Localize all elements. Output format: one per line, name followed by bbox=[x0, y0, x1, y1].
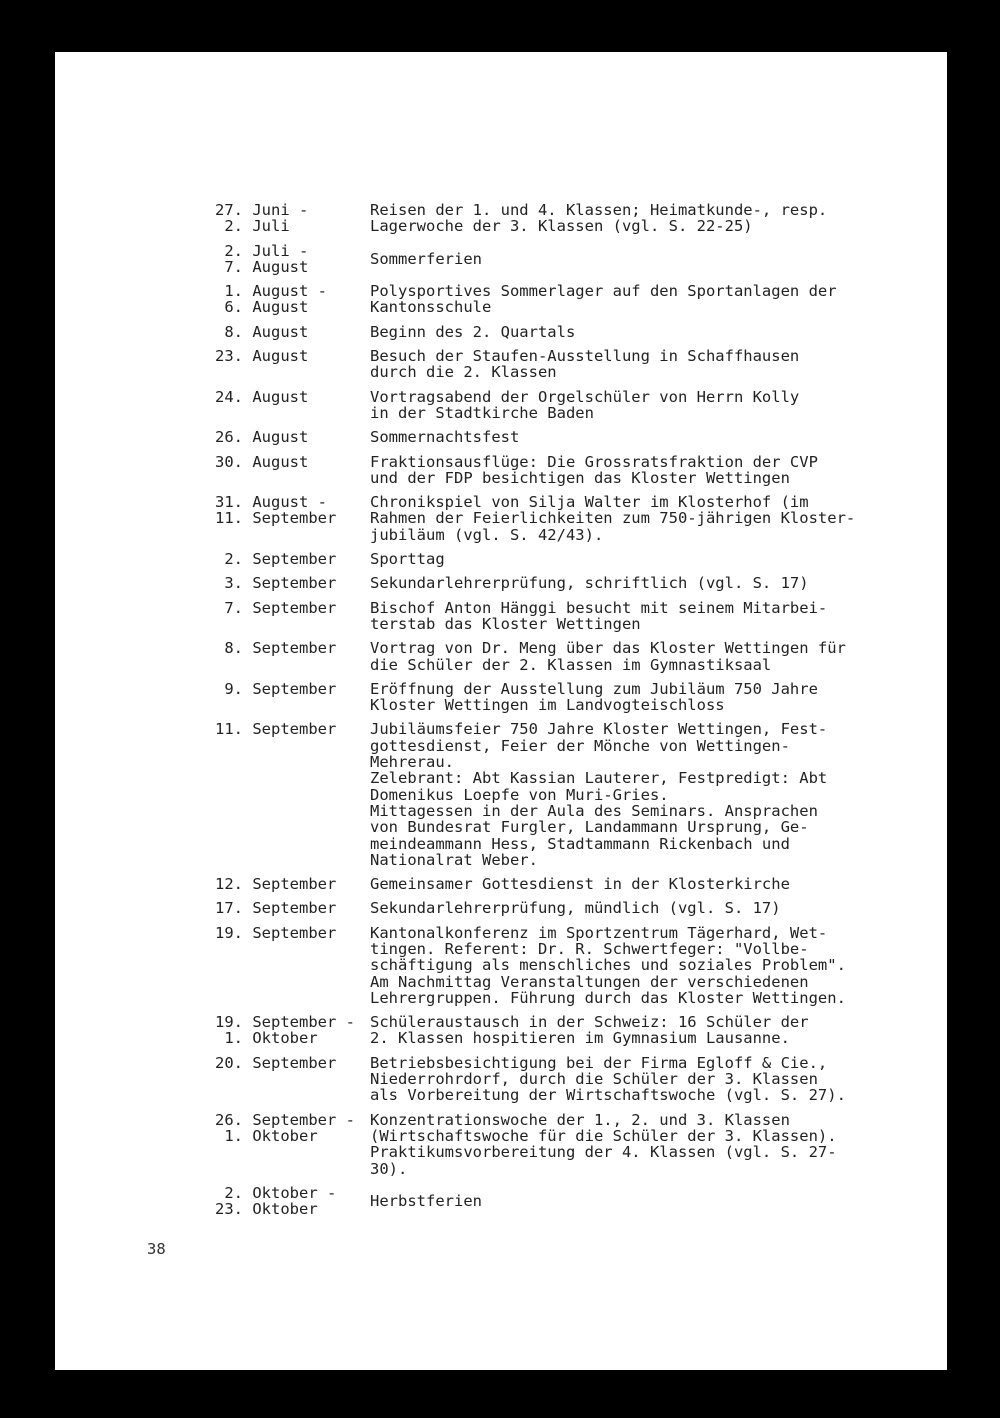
entry-description-line: Mittagessen in der Aula des Seminars. Ansprachen bbox=[370, 801, 818, 820]
entry-date bbox=[215, 925, 370, 1006]
entry-date bbox=[215, 876, 370, 892]
chronicle-entry bbox=[215, 1055, 895, 1104]
entry-description-line: Vortragsabend der Orgelschüler von Herrn Kolly bbox=[370, 387, 800, 406]
entry-date bbox=[215, 429, 370, 445]
entry-description-line: Lagerwoche der 3. Klassen (vgl. S. 22-25) bbox=[370, 217, 753, 236]
chronicle-entry bbox=[215, 925, 895, 1006]
entry-description bbox=[370, 1014, 895, 1047]
entry-date bbox=[215, 389, 370, 422]
entry-date-line: 7. September bbox=[215, 598, 337, 617]
entry-date bbox=[215, 494, 370, 543]
entry-description-line: Bischof Anton Hänggi besucht mit seinem Mitarbei- bbox=[370, 598, 828, 617]
entry-description bbox=[370, 348, 895, 381]
chronicle-entry bbox=[215, 1185, 895, 1218]
entry-description bbox=[370, 600, 895, 633]
entry-description-line: Sekundarlehrerprüfung, schriftlich (vgl. S. 17) bbox=[370, 574, 809, 593]
entry-description-line: Lehrergruppen. Führung durch das Kloster Wettingen. bbox=[370, 988, 846, 1007]
entry-description-line: gottesdienst, Feier der Mönche von Wettingen- bbox=[370, 736, 790, 755]
entry-description-line: Reisen der 1. und 4. Klassen; Heimatkunde-, resp. bbox=[370, 201, 828, 219]
chronicle-entry bbox=[215, 551, 895, 567]
entry-date-line: 8. August bbox=[215, 322, 309, 341]
chronicle-entry bbox=[215, 324, 895, 340]
entry-date-line: 2. Juli - bbox=[215, 241, 309, 260]
entry-date bbox=[215, 600, 370, 633]
entry-description-line: Sommernachtsfest bbox=[370, 428, 520, 447]
entry-date-line: 24. August bbox=[215, 387, 309, 406]
entry-date-line: 26. August bbox=[215, 428, 309, 447]
entry-description-line: Besuch der Staufen-Ausstellung in Schaffhausen bbox=[370, 347, 800, 366]
entry-description bbox=[370, 925, 895, 1006]
chronicle-entry bbox=[215, 389, 895, 422]
entry-date bbox=[215, 1112, 370, 1177]
entry-description-line: Kantonsschule bbox=[370, 298, 492, 317]
entry-description-line: jubiläum (vgl. S. 42/43). bbox=[370, 525, 604, 544]
entry-date-line: 11. September bbox=[215, 509, 337, 528]
entry-date-line: 30. August bbox=[215, 452, 309, 471]
entry-date-line: 17. September bbox=[215, 899, 337, 918]
entry-date bbox=[215, 348, 370, 381]
entry-date bbox=[215, 640, 370, 673]
entry-date bbox=[215, 681, 370, 714]
entry-description bbox=[370, 202, 895, 235]
entry-description bbox=[370, 251, 895, 267]
entry-description-line: Fraktionsausflüge: Die Grossratsfraktion der CVP bbox=[370, 452, 818, 471]
entry-description-line: Domenikus Loepfe von Muri-Gries. bbox=[370, 785, 669, 804]
entry-description-line: in der Stadtkirche Baden bbox=[370, 403, 594, 422]
entry-date bbox=[215, 202, 370, 235]
entry-date-line: 23. August bbox=[215, 347, 309, 366]
entry-date-line: 8. September bbox=[215, 639, 337, 658]
entry-description-line: terstab das Kloster Wettingen bbox=[370, 614, 641, 633]
entry-date bbox=[215, 721, 370, 868]
chronicle-entry bbox=[215, 721, 895, 868]
entry-description bbox=[370, 1112, 895, 1177]
entry-description bbox=[370, 283, 895, 316]
chronicle-entry bbox=[215, 900, 895, 916]
entry-description bbox=[370, 575, 895, 591]
entry-description-line: Sommerferien bbox=[370, 249, 482, 268]
entry-description-line: Vortrag von Dr. Meng über das Kloster Wettingen für bbox=[370, 639, 846, 658]
entry-description bbox=[370, 721, 895, 868]
chronicle-entry bbox=[215, 429, 895, 445]
entry-date bbox=[215, 243, 370, 276]
chronicle-entry bbox=[215, 283, 895, 316]
chronicle-entry bbox=[215, 575, 895, 591]
entry-description-line: Rahmen der Feierlichkeiten zum 750-jährigen Kloster- bbox=[370, 509, 856, 528]
entry-date-line: 6. August bbox=[215, 298, 309, 317]
entry-date-line: 1. Oktober bbox=[215, 1029, 318, 1048]
entry-description-line: schäftigung als menschliches und soziales Problem". bbox=[370, 956, 846, 975]
entry-description-line: von Bundesrat Furgler, Landammann Ursprung, Ge- bbox=[370, 818, 809, 837]
chronicle-entry bbox=[215, 494, 895, 543]
chronicle-list bbox=[215, 202, 895, 1225]
entry-description bbox=[370, 429, 895, 445]
entry-description-line: als Vorbereitung der Wirtschaftswoche (vgl. S. 27). bbox=[370, 1086, 846, 1105]
entry-description-line: Polysportives Sommerlager auf den Sportanlagen der bbox=[370, 282, 837, 301]
entry-date bbox=[215, 1014, 370, 1047]
entry-description bbox=[370, 551, 895, 567]
entry-description-line: (Wirtschaftswoche für die Schüler der 3. Klassen). bbox=[370, 1126, 837, 1145]
entry-date bbox=[215, 900, 370, 916]
entry-description-line: Konzentrationswoche der 1., 2. und 3. Klassen bbox=[370, 1110, 790, 1129]
entry-description-line: Kloster Wettingen im Landvogteischloss bbox=[370, 696, 725, 715]
entry-date bbox=[215, 575, 370, 591]
chronicle-entry bbox=[215, 1014, 895, 1047]
entry-date-line: 19. September - bbox=[215, 1013, 355, 1032]
entry-description-line: Eröffnung der Ausstellung zum Jubiläum 750 Jahre bbox=[370, 679, 818, 698]
entry-description bbox=[370, 494, 895, 543]
entry-description-line: Zelebrant: Abt Kassian Lauterer, Festpredigt: Abt bbox=[370, 769, 828, 788]
entry-description bbox=[370, 454, 895, 487]
entry-description-line: 30). bbox=[370, 1159, 408, 1178]
entry-date bbox=[215, 283, 370, 316]
entry-description-line: Am Nachmittag Veranstaltungen der verschiedenen bbox=[370, 972, 809, 991]
entry-description-line: meindeammann Hess, Stadtammann Rickenbach und bbox=[370, 834, 790, 853]
entry-date-line: 27. Juni - bbox=[215, 201, 309, 219]
chronicle-entry bbox=[215, 876, 895, 892]
entry-description-line: Sporttag bbox=[370, 550, 445, 569]
entry-description-line: 2. Klassen hospitieren im Gymnasium Lausanne. bbox=[370, 1029, 790, 1048]
entry-date-line: 2. September bbox=[215, 550, 337, 569]
entry-description bbox=[370, 1193, 895, 1209]
entry-date-line: 2. Juli bbox=[215, 217, 290, 236]
entry-date-line: 1. August - bbox=[215, 282, 327, 301]
chronicle-entry bbox=[215, 681, 895, 714]
entry-description-line: Schüleraustausch in der Schweiz: 16 Schüler der bbox=[370, 1013, 809, 1032]
entry-date-line: 7. August bbox=[215, 257, 309, 276]
entry-description-line: tingen. Referent: Dr. R. Schwertfeger: "Vollbe- bbox=[370, 939, 809, 958]
entry-description-line: Nationalrat Weber. bbox=[370, 850, 538, 869]
entry-description-line: und der FDP besichtigen das Kloster Wettingen bbox=[370, 468, 790, 487]
entry-date-line: 11. September bbox=[215, 720, 337, 739]
entry-description-line: Betriebsbesichtigung bei der Firma Egloff & Cie., bbox=[370, 1053, 828, 1072]
entry-description bbox=[370, 900, 895, 916]
entry-date-line: 3. September bbox=[215, 574, 337, 593]
entry-date-line: 1. Oktober bbox=[215, 1126, 318, 1145]
entry-description-line: Sekundarlehrerprüfung, mündlich (vgl. S. 17) bbox=[370, 899, 781, 918]
entry-description-line: Gemeinsamer Gottesdienst in der Klosterkirche bbox=[370, 875, 790, 894]
entry-description-line: die Schüler der 2. Klassen im Gymnastiksaal bbox=[370, 655, 772, 674]
entry-date-line: 26. September - bbox=[215, 1110, 355, 1129]
entry-description bbox=[370, 640, 895, 673]
entry-description-line: durch die 2. Klassen bbox=[370, 363, 557, 382]
entry-date bbox=[215, 1185, 370, 1218]
entry-description-line: Chronikspiel von Silja Walter im Klosterhof (im bbox=[370, 493, 809, 512]
entry-description bbox=[370, 681, 895, 714]
entry-description-line: Beginn des 2. Quartals bbox=[370, 322, 576, 341]
entry-description-line: Kantonalkonferenz im Sportzentrum Tägerhard, Wet- bbox=[370, 923, 828, 942]
entry-date bbox=[215, 454, 370, 487]
entry-description-line: Praktikumsvorbereitung der 4. Klassen (vgl. S. 27- bbox=[370, 1143, 837, 1162]
entry-description bbox=[370, 1055, 895, 1104]
chronicle-entry bbox=[215, 454, 895, 487]
entry-description bbox=[370, 389, 895, 422]
entry-date bbox=[215, 324, 370, 340]
document-page bbox=[55, 52, 947, 1370]
entry-description-line: Niederrohrdorf, durch die Schüler der 3. Klassen bbox=[370, 1070, 818, 1089]
entry-date-line: 19. September bbox=[215, 923, 337, 942]
entry-description-line: Herbstferien bbox=[370, 1191, 482, 1210]
chronicle-entry bbox=[215, 202, 895, 235]
entry-description bbox=[370, 876, 895, 892]
entry-date-line: 9. September bbox=[215, 679, 337, 698]
entry-date-line: 23. Oktober bbox=[215, 1200, 318, 1219]
entry-date-line: 12. September bbox=[215, 875, 337, 894]
chronicle-entry bbox=[215, 348, 895, 381]
entry-date-line: 2. Oktober - bbox=[215, 1183, 337, 1202]
chronicle-entry bbox=[215, 600, 895, 633]
chronicle-entry bbox=[215, 243, 895, 276]
entry-date-line: 20. September bbox=[215, 1053, 337, 1072]
entry-date bbox=[215, 1055, 370, 1104]
page-number: 38 bbox=[147, 1240, 166, 1258]
entry-date-line: 31. August - bbox=[215, 493, 327, 512]
entry-date bbox=[215, 551, 370, 567]
chronicle-entry bbox=[215, 1112, 895, 1177]
entry-description bbox=[370, 324, 895, 340]
entry-description-line: Mehrerau. bbox=[370, 753, 454, 772]
entry-description-line: Jubiläumsfeier 750 Jahre Kloster Wettingen, Fest- bbox=[370, 720, 828, 739]
chronicle-entry bbox=[215, 640, 895, 673]
